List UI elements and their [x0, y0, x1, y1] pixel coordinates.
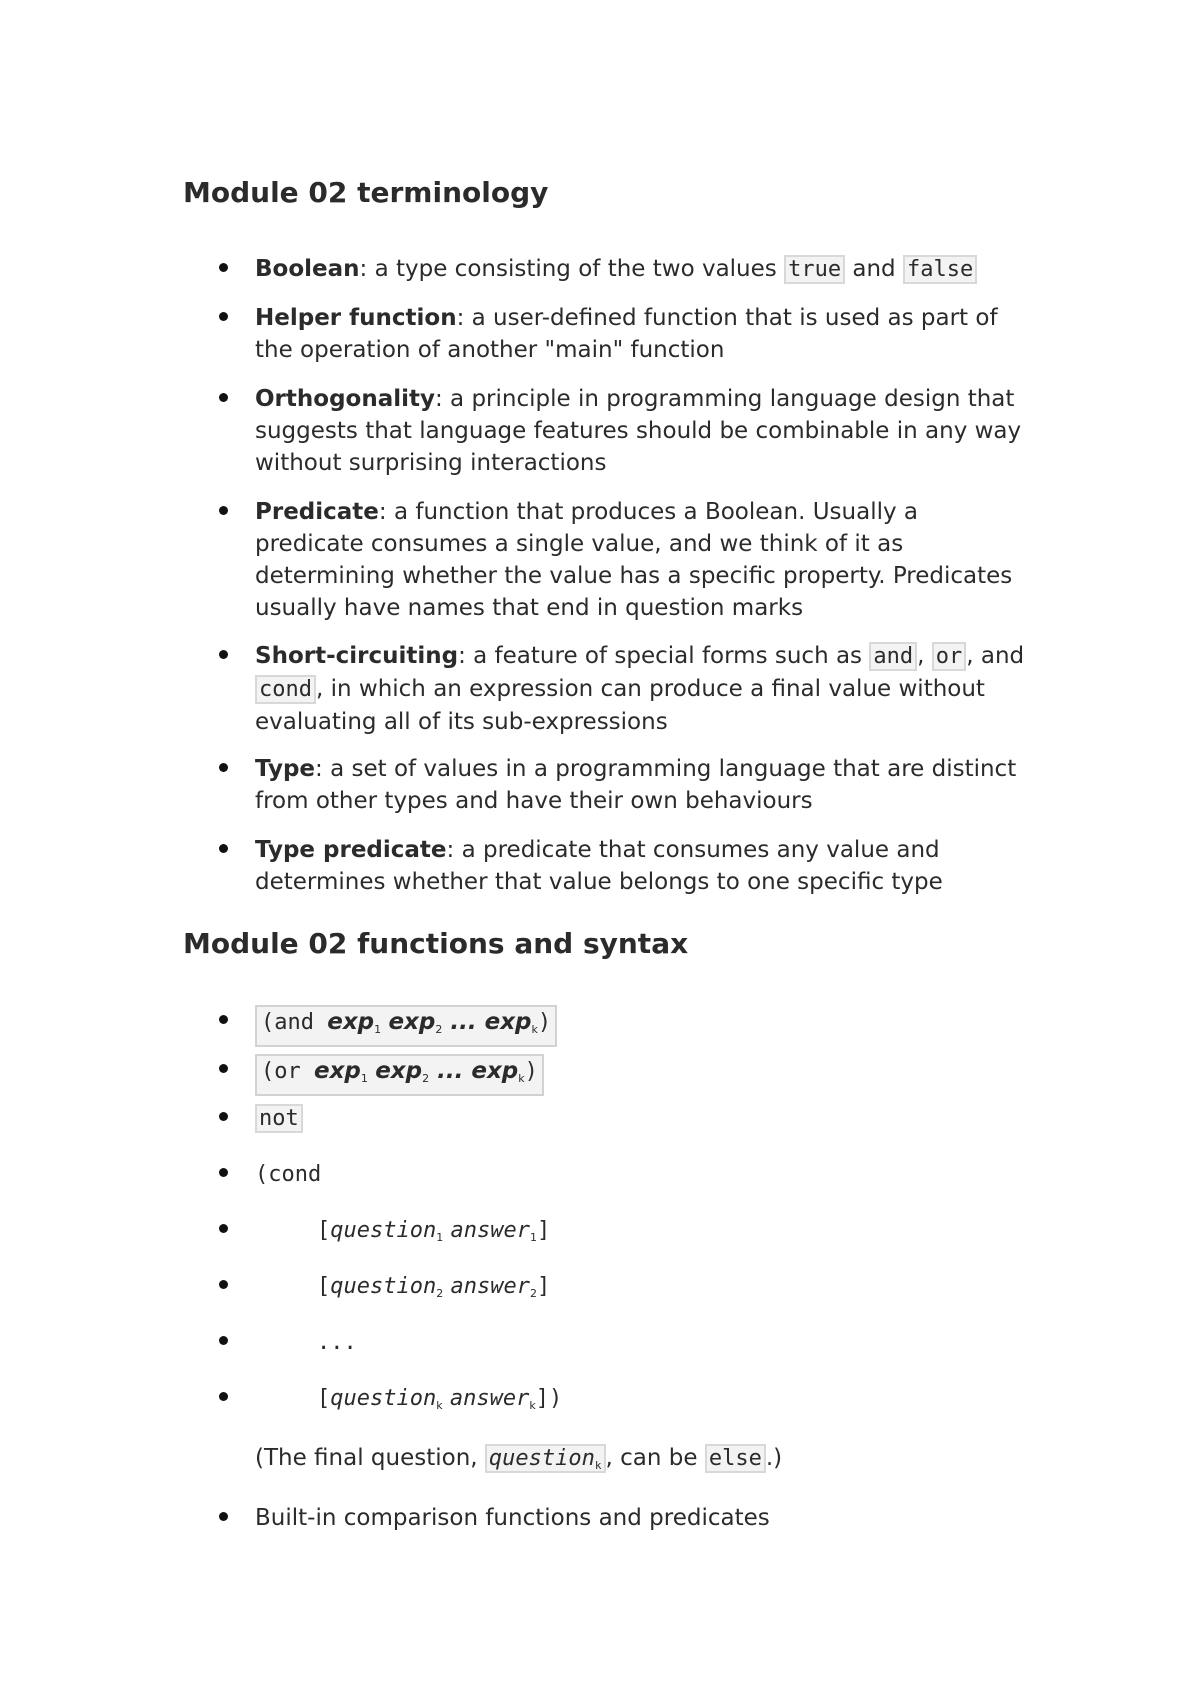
code-else: else — [705, 1444, 766, 1473]
section-heading-terminology: Module 02 terminology — [183, 176, 549, 209]
code-or: or — [932, 642, 967, 671]
code-question-k: question$_k$ — [485, 1444, 606, 1473]
term: Short-circuiting — [255, 643, 459, 669]
list-item: Built-in comparison functions and predicates — [255, 1502, 1027, 1534]
code-false: false — [903, 255, 977, 284]
list-item-not — [255, 1102, 1027, 1135]
list-item-cond-clause: [question$_1$ answer$_1$] — [255, 1214, 1027, 1254]
list-item-cond-ellipsis: ... — [255, 1326, 1027, 1359]
code-and: and — [869, 642, 917, 671]
list-item: Type: a set of values in a programming language that are distinct from other types and have their own behaviours — [255, 753, 1027, 817]
term: Type predicate — [255, 837, 447, 863]
section-heading-functions: Module 02 functions and syntax — [183, 927, 689, 960]
list-item: Short-circuiting: a feature of special forms such as and , or , and cond , in which an expression can produce a final value without evaluating all of its sub-expressions — [255, 640, 1027, 738]
term: Boolean — [255, 256, 360, 282]
list-item: Orthogonality: a principle in programming language design that suggests that language features should be combinable in any way without surprising interactions — [255, 383, 1027, 479]
term: Type — [255, 756, 316, 782]
list-item: Type predicate: a predicate that consumes any value and determines whether that value belongs to one specific type — [255, 834, 1027, 898]
final-question-note: (The final question, question$_k$ , can be else .) — [255, 1445, 783, 1472]
list-item: Predicate: a function that produces a Boolean. Usually a predicate consumes a single value, and we think of it as determining whether the value has a specific property. Predicates usually have names that end in question marks — [255, 496, 1027, 624]
list-item: Helper function: a user-defined function that is used as part of the operation of another "main" function — [255, 302, 1027, 366]
list-item-and-form — [255, 1005, 1027, 1047]
term: Predicate — [255, 499, 379, 525]
code-true: true — [784, 255, 845, 284]
and-syntax: (and $\exp_1 \exp_2$ ... $\exp_k$) — [255, 1005, 557, 1047]
list-item-cond-clause: [question$_k$ answer$_k$]) — [255, 1382, 1027, 1422]
code-not: not — [255, 1104, 303, 1133]
list-item: Boolean: a type consisting of the two values true and false — [255, 253, 1027, 286]
term: Helper function — [255, 305, 457, 331]
term: Orthogonality — [255, 386, 435, 412]
list-item-or-form — [255, 1054, 1027, 1096]
or-syntax: (or $\exp_1 \exp_2$ ... $\exp_k$) — [255, 1054, 544, 1096]
code-cond: cond — [255, 675, 316, 704]
list-item-cond-clause: [question$_2$ answer$_2$] — [255, 1270, 1027, 1310]
list-item-cond-open: (cond — [255, 1158, 1027, 1191]
